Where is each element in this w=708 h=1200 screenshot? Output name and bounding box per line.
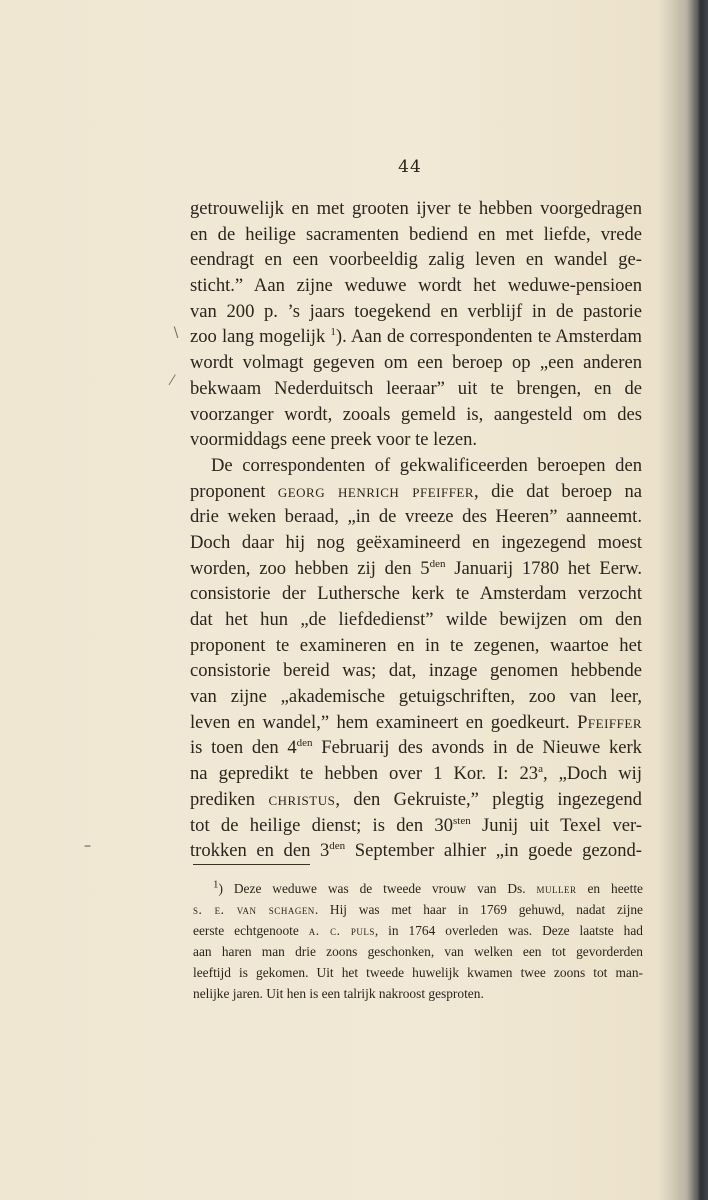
- footnote-line: [193, 878, 643, 899]
- text-line: consistorie bereid was; dat, inzage genomen hebbende: [190, 660, 642, 682]
- verse-suffix: a: [538, 762, 543, 775]
- footnote-reference: 1: [330, 326, 336, 339]
- text-line: [190, 556, 642, 582]
- text-fragment: zoo lang mogelijk: [190, 326, 331, 348]
- page-number: 44: [398, 157, 422, 177]
- text-fragment: , in 1764 overleden was. Deze laatste had: [374, 923, 644, 938]
- person-name: muller: [536, 881, 577, 896]
- text-line: [190, 838, 642, 864]
- text-fragment: worden, zoo hebben zij den 5: [190, 557, 430, 579]
- footnote-line: nelijke jaren. Uit hen is een talrijk nakroost gesproten.: [193, 986, 484, 1001]
- text-line: bekwaam Nederduitsch leeraar” uit te brengen, en de: [190, 377, 642, 399]
- text-line: [190, 787, 642, 813]
- text-line: [190, 479, 642, 505]
- person-name: Pfeiffer: [577, 711, 642, 733]
- text-line: drie weken beraad, „in de vreeze des Heeren” aanneemt.: [190, 506, 642, 528]
- text-line: voormiddags eene preek voor te lezen.: [190, 429, 478, 451]
- ordinal-suffix: sten: [453, 814, 471, 827]
- text-line: getrouwelijk en met grooten ijver te hebben voorgedragen: [190, 198, 642, 219]
- footnote-marker: 1: [213, 878, 219, 891]
- text-line: wordt volmagt gegeven om een beroep op „een anderen: [190, 352, 642, 374]
- text-fragment: , die dat beroep na: [474, 480, 642, 502]
- text-fragment: Februarij des avonds in de Nieuwe kerk: [312, 737, 642, 759]
- main-text: [190, 196, 642, 864]
- footnote-line: [193, 899, 643, 920]
- text-fragment: leven en wandel,” hem examineert en goedkeurt.: [190, 711, 578, 733]
- text-line: sticht.” Aan zijne weduwe wordt het weduwe-pensioen: [190, 275, 642, 297]
- ordinal-suffix: den: [296, 737, 313, 750]
- text-line: en de heilige sacramenten bediend en met liefde, vrede: [190, 223, 642, 245]
- text-line: [190, 761, 642, 787]
- text-fragment: prediken: [190, 788, 269, 810]
- margin-mark: ⁄: [171, 373, 174, 389]
- person-name: georg henrich pfeiffer: [277, 480, 475, 502]
- text-line: van zijne „akademische getuigschriften, zoo van leer,: [190, 686, 642, 708]
- text-line: van 200 p. ’s jaars toegekend en verblijf in de pastorie: [190, 300, 642, 322]
- footnote-divider: [193, 864, 310, 865]
- person-name: a. c. puls: [308, 923, 375, 938]
- text-fragment: proponent: [190, 480, 278, 502]
- person-name: s. e. van schagen: [193, 902, 315, 917]
- footnote-line: [193, 920, 643, 941]
- text-line: De correspondenten of gekwalificeerden beroepen den: [211, 454, 642, 476]
- text-fragment: Januarij 1780 het Eerw.: [445, 557, 643, 579]
- text-line: [190, 735, 642, 761]
- margin-mark: –: [84, 838, 91, 854]
- text-line: consistorie der Luthersche kerk te Amsterdam verzocht: [190, 583, 642, 605]
- book-spine-edge: [696, 0, 708, 1200]
- text-fragment: , den Gekruiste,” plegtig ingezegend: [335, 788, 642, 810]
- text-fragment: na gepredikt te hebben over 1 Kor. I: 23: [190, 763, 539, 785]
- person-name: christus: [268, 788, 336, 810]
- margin-mark: ∖: [171, 325, 180, 341]
- text-fragment: , „Doch wij: [542, 763, 642, 785]
- text-fragment: . Hij was met haar in 1769 gehuwd, nadat zijne: [314, 902, 643, 917]
- text-fragment: September alhier „in goede gezond-: [345, 840, 642, 862]
- text-fragment: ). Aan de correspondenten te Amsterdam: [335, 326, 642, 348]
- text-line: [190, 710, 642, 736]
- text-fragment: trokken en den 3: [190, 840, 330, 862]
- text-fragment: en heette: [576, 881, 643, 896]
- footnote-line: leeftijd is gekomen. Uit het tweede huwelijk kwamen twee zoons tot man-: [193, 965, 643, 980]
- ordinal-suffix: den: [329, 840, 346, 852]
- text-line: proponent te examineren en in te zegenen, waartoe het: [190, 634, 642, 656]
- text-fragment: is toen den 4: [190, 737, 297, 759]
- text-fragment: ) Deze weduwe was de tweede vrouw van Ds.: [218, 881, 537, 896]
- text-line: [190, 324, 642, 350]
- text-line: [190, 813, 642, 839]
- ordinal-suffix: den: [429, 557, 446, 570]
- text-fragment: tot de heilige dienst; is den 30: [190, 814, 454, 836]
- text-line: voorzanger wordt, zooals gemeld is, aangesteld om des: [190, 403, 642, 425]
- footnote-line: aan haren man drie zoons geschonken, van welken een tot gevorderden: [193, 944, 643, 959]
- text-fragment: eerste echtgenoote: [193, 923, 309, 938]
- text-line: Doch daar hij nog geëxamineerd en ingezegend moest: [190, 531, 642, 553]
- text-line: eendragt en een voorbeeldig zalig leven en wandel ge-: [190, 249, 642, 271]
- text-fragment: Junij uit Texel ver-: [470, 814, 642, 836]
- text-line: dat het hun „de liefdedienst” wilde bewijzen om den: [190, 609, 642, 630]
- footnote: [193, 878, 643, 1004]
